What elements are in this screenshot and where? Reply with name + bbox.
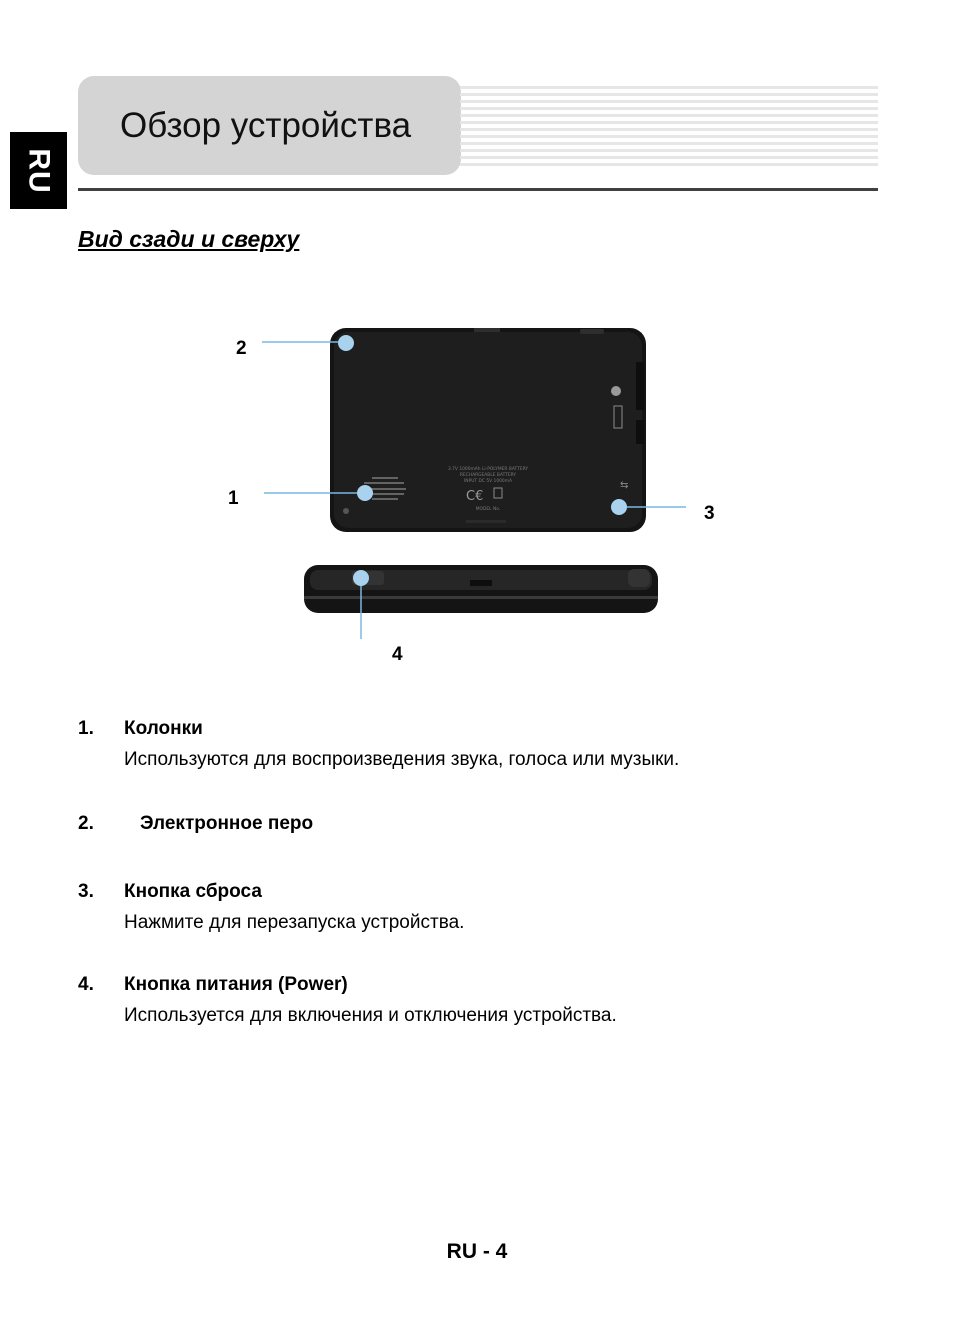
- device-figure: [0, 300, 954, 680]
- back-label-model: MODEL No.: [475, 507, 501, 512]
- item-number: 1.: [78, 718, 94, 739]
- callout-label-1: 1: [228, 488, 239, 509]
- back-label-line3: INPUT DC 5V 1000mA: [463, 479, 513, 484]
- item-number: 2.: [78, 813, 94, 834]
- page-number: RU - 4: [446, 1240, 508, 1263]
- item-title: Кнопка сброса: [124, 881, 262, 902]
- callout-label-2: 2: [236, 338, 247, 359]
- header-stripes: [460, 86, 878, 166]
- header-rule: [78, 188, 878, 191]
- back-label-line2: RECHARGEABLE BATTERY: [459, 473, 517, 478]
- section-subtitle: Вид сзади и сверху: [78, 226, 300, 252]
- device-back-view: [330, 328, 646, 532]
- callout-label-3: 3: [704, 503, 715, 524]
- language-tab: [10, 132, 67, 209]
- item-number: 4.: [78, 974, 94, 995]
- svg-text:⇆: ⇆: [620, 480, 629, 491]
- callout-dot-3: [611, 499, 627, 515]
- callout-dot-2: [338, 335, 354, 351]
- item-number: 3.: [78, 881, 94, 902]
- callout-dot-4: [353, 570, 369, 586]
- item-title: Колонки: [124, 718, 203, 739]
- item-description: Используются для воспроизведения звука, голоса или музыки.: [124, 749, 680, 770]
- item-description: Используется для включения и отключения устройства.: [124, 1005, 617, 1026]
- language-code: RU: [22, 147, 56, 194]
- callout-dot-1: [357, 485, 373, 501]
- callout-label-4: 4: [392, 644, 403, 665]
- item-title: Электронное перо: [140, 813, 314, 834]
- ce-mark-icon: C€: [466, 489, 484, 504]
- page-title: Обзор устройства: [120, 106, 412, 145]
- item-title: Кнопка питания (Power): [124, 974, 348, 995]
- back-label-line1: 3.7V 1000mAh Li-POLYMER BATTERY: [447, 467, 529, 472]
- item-description: Нажмите для перезапуска устройства.: [124, 912, 465, 933]
